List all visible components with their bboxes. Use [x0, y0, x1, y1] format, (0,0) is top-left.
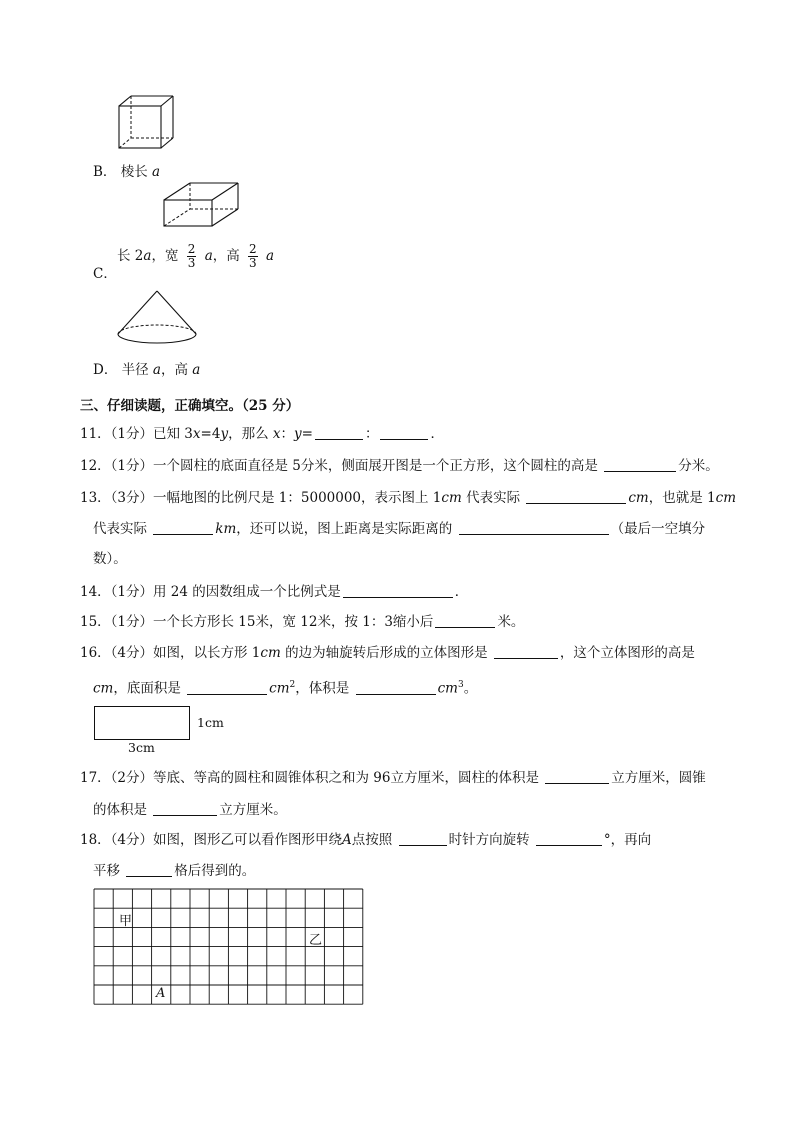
question-13-line3: 数）。 [93, 551, 127, 567]
answer-blank-13b[interactable] [153, 520, 213, 535]
question-16-line1: 16．（4分）如图，以长方形 1cm 的边为轴旋转后形成的立体图形是 ，这个立体图形的高是 [80, 645, 695, 661]
answer-blank-15[interactable] [435, 613, 495, 628]
answer-blank-17b[interactable] [153, 801, 217, 816]
answer-blank-13a[interactable] [526, 489, 626, 504]
question-18-line1: 18．（4分）如图，图形乙可以看作图形甲绕A点按照 时针方向旋转 °，再向 [80, 832, 652, 848]
rectangle-width-label: 3cm [128, 740, 155, 755]
question-14: 14．（1分）用 24 的因数组成一个比例式是 ． [80, 584, 469, 600]
rectangle-figure [94, 706, 190, 740]
answer-blank-18b[interactable] [536, 831, 602, 846]
answer-blank-17a[interactable] [545, 769, 609, 784]
answer-blank-16a[interactable] [494, 644, 558, 659]
fraction-two-thirds-2: $\frac{2}{3}$ [249, 242, 257, 270]
answer-blank-16c[interactable] [356, 680, 436, 695]
cuboid-figure [162, 182, 242, 232]
answer-blank-18a[interactable] [399, 831, 447, 846]
question-17-line2: 的体积是 立方厘米。 [93, 802, 287, 818]
question-17-line1: 17．（2分）等底、等高的圆柱和圆锥体积之和为 96立方厘米，圆柱的体积是 立方厘米，圆锥 [80, 770, 706, 786]
question-13-line1: 13．（3分）一幅地图的比例尺是 1：5000000，表示图上 1cm 代表实际 cm，也就是 1cm [80, 490, 737, 506]
rotation-grid [94, 889, 364, 1005]
cube-figure [115, 94, 175, 152]
option-d: D． 半径 a，高 a [93, 362, 201, 378]
cone-figure [116, 290, 198, 346]
option-b: B． 棱长 a [93, 164, 161, 180]
point-a-label: A [156, 986, 166, 1001]
question-15: 15．（1分）一个长方形长 15米，宽 12米，按 1：3缩小后 米。 [80, 614, 525, 630]
question-18-line2: 平移 格后得到的。 [93, 863, 256, 879]
answer-blank-13c[interactable] [459, 520, 609, 535]
answer-blank-14[interactable] [343, 583, 453, 598]
option-c-text: 长 2a，宽 $\frac{2}{3}$ a，高 $\frac{2}{3}$ a [117, 242, 275, 270]
answer-blank-11a[interactable] [315, 425, 363, 440]
answer-blank-16b[interactable] [187, 680, 267, 695]
option-c-letter: C． [93, 266, 117, 282]
shape-yi-label: 乙 [309, 933, 323, 948]
fraction-two-thirds: $\frac{2}{3}$ [187, 242, 196, 270]
answer-blank-12[interactable] [604, 457, 676, 472]
answer-blank-18c[interactable] [126, 862, 172, 877]
question-11: 11．（1分）已知 3x=4y，那么 x：y= ： ． [80, 426, 444, 442]
question-13-line2: 代表实际 km，还可以说，图上距离是实际距离的 （最后一空填分 [93, 521, 706, 537]
answer-blank-11b[interactable] [380, 425, 428, 440]
shape-jia-label: 甲 [119, 914, 133, 929]
question-16-line2: cm，底面积是 $cm^2$，体积是 $cm^3$。 [93, 680, 478, 697]
question-12: 12．（1分）一个圆柱的底面直径是 5分米，侧面展开图是一个正方形，这个圆柱的高是 分米。 [80, 458, 719, 474]
rectangle-height-label: 1cm [197, 715, 224, 730]
section-title: 三、仔细读题，正确填空。（25 分） [80, 398, 300, 414]
